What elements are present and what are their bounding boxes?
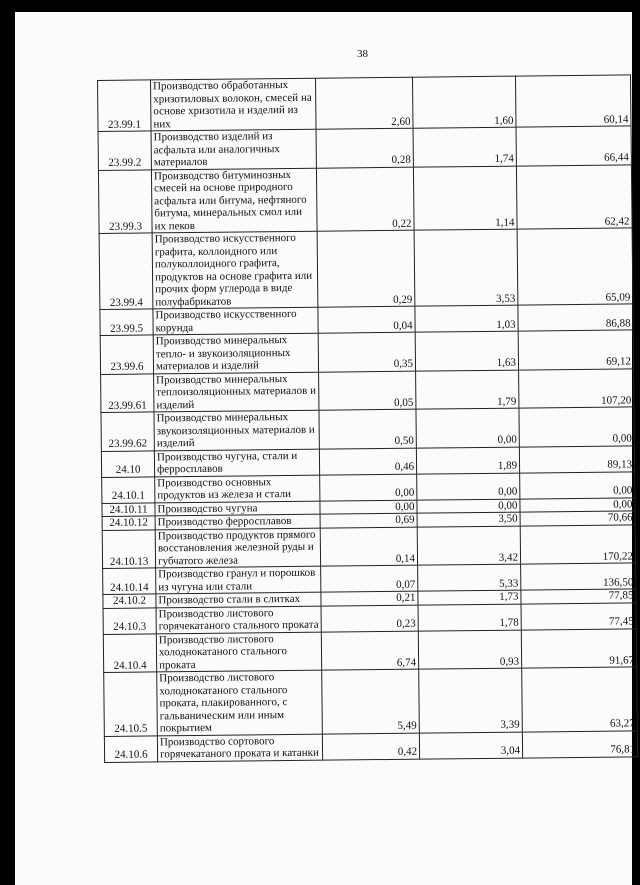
row-name: Производство изделий из асфальта или аналогичных материалов xyxy=(151,129,316,169)
row-name: Производство обработанных хризотиловых волокон, смесей на основе хризотила и изделий из них xyxy=(151,78,317,131)
row-name: Производство искусственного графита, коллоидного или полуколлоидного графита, продуктов на основе графита или прочих форм углерода в виде полуфабрикатов xyxy=(152,231,318,309)
row-name: Производство гранул и порошков из чугуна или стали xyxy=(156,566,321,594)
row-value-2: 0,93 xyxy=(418,630,521,670)
row-value-1: 0,04 xyxy=(318,306,415,333)
row-code: 23.99.61 xyxy=(101,373,154,412)
row-name: Производство листового горячекатаного стального проката xyxy=(156,606,321,634)
table-row xyxy=(98,126,631,170)
row-code: 23.99.6 xyxy=(100,335,153,374)
document-page xyxy=(12,12,636,885)
row-name: Производство минеральных теплоизоляционных материалов и изделий xyxy=(154,372,319,412)
row-code: 24.10.5 xyxy=(104,672,158,736)
row-value-1: 0,28 xyxy=(316,128,413,168)
row-value-1: 0,46 xyxy=(319,448,416,475)
row-code: 24.10.1 xyxy=(102,476,155,503)
row-value-2: 0,00 xyxy=(416,408,519,448)
row-name: Производство продуктов прямого восстановления железной руды и губчатого железа xyxy=(155,528,320,568)
row-value-3: 0,00 xyxy=(520,471,635,498)
row-value-2: 1,89 xyxy=(416,447,519,474)
scan-edge xyxy=(12,12,15,885)
row-value-3: 107,20 xyxy=(519,368,634,408)
row-value-3: 77,85 xyxy=(521,589,636,604)
row-name: Производство битуминозных смесей на основе природного асфальта или битума, нефтяного битума, минеральных смол или их пеков xyxy=(151,168,317,233)
row-value-3: 170,22 xyxy=(520,524,635,564)
row-code: 24.10.4 xyxy=(103,633,156,672)
row-value-2: 1,78 xyxy=(418,604,521,631)
table-row xyxy=(100,330,633,374)
row-value-3: 60,14 xyxy=(515,75,631,127)
row-value-1: 0,22 xyxy=(316,167,414,232)
row-value-3: 77,45 xyxy=(521,602,636,629)
row-code: 23.99.2 xyxy=(98,131,151,170)
row-value-2: 0,00 xyxy=(417,499,520,514)
row-value-3: 0,00 xyxy=(519,407,634,447)
row-value-3: 69,12 xyxy=(518,330,633,370)
table-row xyxy=(104,730,637,762)
row-value-3: 0,00 xyxy=(520,497,635,512)
row-value-3: 86,88 xyxy=(518,304,633,331)
table-row xyxy=(98,75,632,132)
row-value-1: 0,50 xyxy=(319,409,416,449)
row-value-1: 0,00 xyxy=(320,500,417,515)
row-name: Производство минеральных тепло- и звукоизоляционных материалов и изделий xyxy=(153,333,318,373)
page-number: 38 xyxy=(357,48,368,60)
row-code: 23.99.62 xyxy=(101,412,154,451)
row-value-3: 136,50 xyxy=(521,563,636,590)
row-value-2: 1,79 xyxy=(416,370,519,410)
row-code: 24.10.2 xyxy=(103,594,156,608)
row-value-1: 0,05 xyxy=(319,371,416,411)
row-value-1: 0,35 xyxy=(318,332,415,372)
row-value-2: 3,50 xyxy=(417,512,520,527)
row-value-1: 5,49 xyxy=(322,669,420,734)
row-value-2: 5,33 xyxy=(418,564,521,591)
table-row xyxy=(99,228,633,310)
row-code: 24.10.11 xyxy=(102,502,155,516)
row-name: Производство чугуна, стали и ферросплавов xyxy=(154,449,319,477)
row-value-2: 1,60 xyxy=(412,76,516,128)
row-value-2: 1,03 xyxy=(415,305,518,332)
row-value-2: 1,63 xyxy=(415,331,518,371)
row-code: 23.99.4 xyxy=(99,233,153,310)
row-name: Производство листового холоднокатаного стального проката xyxy=(156,632,321,672)
row-value-2: 1,14 xyxy=(413,166,517,231)
row-value-3: 76,81 xyxy=(522,730,637,757)
row-name: Производство искусственного корунда xyxy=(153,307,318,335)
row-value-3: 66,44 xyxy=(516,126,631,166)
data-table xyxy=(97,74,638,762)
row-name: Производство основных продуктов из железа и стали xyxy=(155,475,320,503)
row-value-2: 3,53 xyxy=(414,229,518,306)
row-value-2: 1,74 xyxy=(413,127,516,167)
row-value-3: 70,66 xyxy=(520,511,635,526)
row-value-3: 63,27 xyxy=(522,667,638,732)
row-name: Производство сортового горячекатаного проката и катанки xyxy=(157,734,322,762)
table-row xyxy=(102,524,635,568)
row-value-3: 65,09 xyxy=(517,228,633,305)
row-name: Производство чугуна xyxy=(155,501,320,516)
row-value-1: 0,21 xyxy=(321,591,418,606)
row-name: Производство стали в слитках xyxy=(156,592,321,607)
row-value-2: 0,00 xyxy=(417,473,520,500)
row-code: 23.99.1 xyxy=(98,80,152,132)
row-value-1: 0,00 xyxy=(320,474,417,501)
row-value-1: 0,42 xyxy=(322,733,419,760)
table-row xyxy=(98,164,632,233)
row-value-3: 89,13 xyxy=(519,445,634,472)
row-value-1: 0,07 xyxy=(321,565,418,592)
row-name: Производство минеральных звукоизоляционных материалов и изделий xyxy=(154,410,319,450)
row-code: 24.10.3 xyxy=(103,607,156,634)
row-name: Производство ферросплавов xyxy=(155,514,320,529)
row-value-1: 0,14 xyxy=(320,527,417,567)
table-row xyxy=(103,628,636,672)
row-value-3: 62,42 xyxy=(516,164,632,229)
row-value-1: 2,60 xyxy=(315,77,413,129)
row-code: 24.10.13 xyxy=(102,529,155,568)
row-value-3: 91,67 xyxy=(521,628,636,668)
row-code: 24.10.12 xyxy=(102,516,155,530)
row-code: 24.10.14 xyxy=(103,568,156,595)
row-value-2: 3,39 xyxy=(419,668,523,733)
row-value-1: 0,23 xyxy=(321,605,418,632)
row-code: 24.10.6 xyxy=(104,735,157,762)
row-code: 23.99.5 xyxy=(100,309,153,336)
table-row xyxy=(101,368,634,412)
row-value-2: 3,42 xyxy=(417,526,520,566)
row-value-2: 3,04 xyxy=(419,732,522,759)
table-row xyxy=(104,667,638,736)
row-name: Производство листового холоднокатаного стального проката, плакированного, с гальваническим или иным покрытием xyxy=(157,670,323,735)
row-value-1: 0,69 xyxy=(320,513,417,528)
table-row xyxy=(101,407,634,451)
row-code: 24.10 xyxy=(101,450,154,477)
row-value-1: 0,29 xyxy=(317,230,415,307)
row-value-1: 6,74 xyxy=(321,631,418,671)
table-body xyxy=(98,75,638,762)
row-code: 23.99.3 xyxy=(98,169,152,233)
row-value-2: 1,73 xyxy=(418,590,521,605)
